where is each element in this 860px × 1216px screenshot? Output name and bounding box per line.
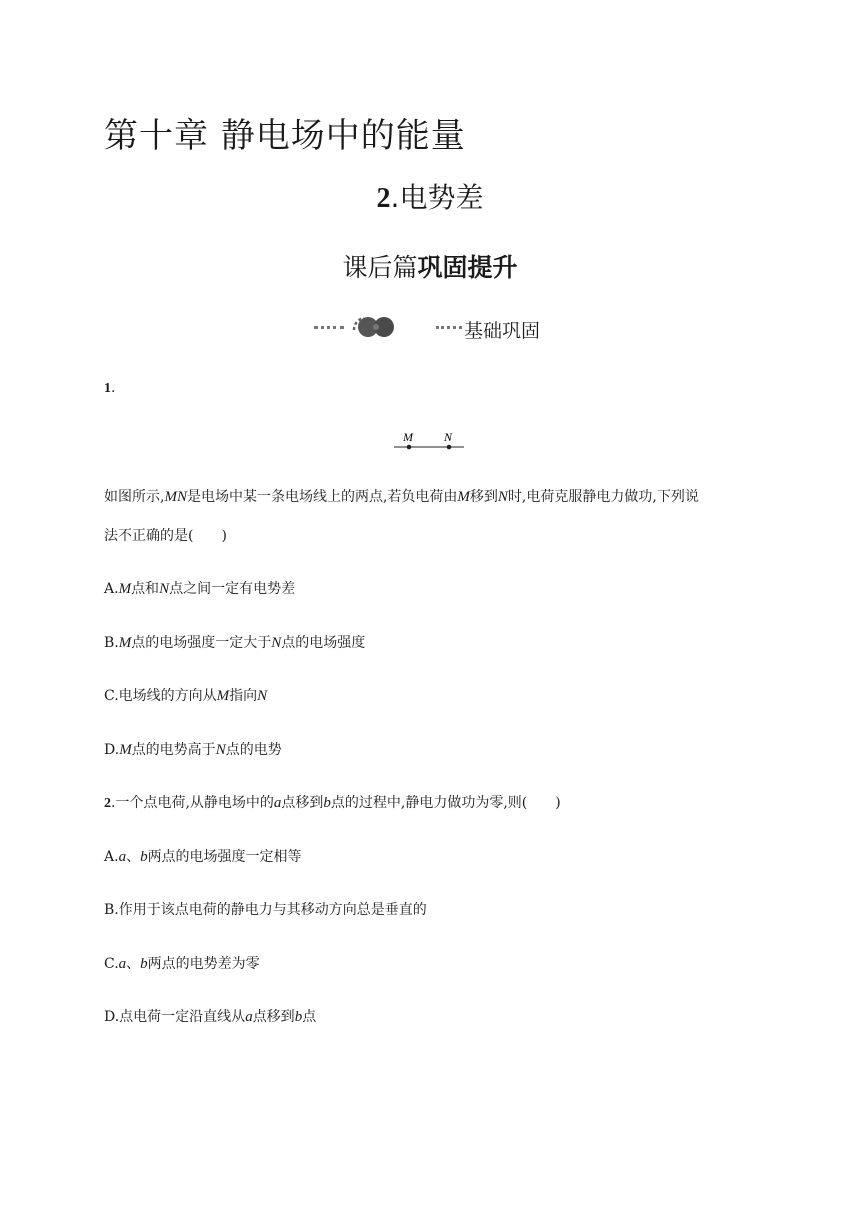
q2-stem-text: .一个点电荷,从静电场中的 xyxy=(111,795,274,811)
q2-option-c xyxy=(104,953,260,973)
option-var: b xyxy=(294,1009,303,1025)
q1-stem-line2: 法不正确的是( ) xyxy=(104,528,227,544)
section-banner xyxy=(312,312,572,342)
q2-number: 2 xyxy=(104,796,111,811)
chapter-title: 第十章 静电场中的能量 xyxy=(104,116,466,156)
option-text: 指向 xyxy=(229,688,258,704)
q1-number: 1. xyxy=(104,380,116,396)
option-text: 点的电势 xyxy=(225,742,282,758)
option-text: 点 xyxy=(302,1009,317,1025)
q2-option-b: B.作用于该点电荷的静电力与其移动方向总是垂直的 xyxy=(104,902,427,918)
option-text: 点移到 xyxy=(252,1009,295,1025)
subheading-normal: 课后篇 xyxy=(342,253,418,282)
option-text: C.电场线的方向从 xyxy=(104,688,217,704)
q1-stem-text: 是电场中某一条电场线上的两点,若负电荷由 xyxy=(186,489,458,505)
q1-field-line-figure xyxy=(392,430,468,454)
option-text: A. xyxy=(104,849,119,865)
figure-point-m xyxy=(407,445,412,450)
banner-dots-right xyxy=(436,326,462,329)
twin-circle-icon xyxy=(348,312,400,342)
figure-label-n: N xyxy=(444,430,453,444)
subheading xyxy=(0,248,860,284)
q1-stem-var: N xyxy=(497,489,508,505)
option-var: a xyxy=(245,1009,253,1025)
option-text: 、 xyxy=(126,956,141,972)
q1-stem-text: 移到 xyxy=(469,489,498,505)
q1-stem-line1 xyxy=(104,486,699,506)
option-text: C. xyxy=(104,956,119,972)
q2-stem-text: 点的过程中,静电力做功为零,则( ) xyxy=(330,795,561,811)
option-text: 点的电场强度一定大于 xyxy=(131,635,272,651)
figure-point-n xyxy=(447,445,452,450)
q2-option-a xyxy=(104,846,302,866)
option-var: N xyxy=(159,581,170,597)
subheading-bold: 巩固提升 xyxy=(417,253,518,282)
option-var: N xyxy=(215,742,226,758)
q1-option-a xyxy=(104,578,295,598)
q1-option-d xyxy=(104,739,282,759)
option-var: N xyxy=(271,635,282,651)
option-text: 两点的电势差为零 xyxy=(147,956,260,972)
section-name: 电势差 xyxy=(399,181,484,214)
option-text: 、 xyxy=(126,849,141,865)
option-var: M xyxy=(119,742,132,758)
figure-label-m: M xyxy=(403,430,413,444)
option-var: a xyxy=(118,956,127,972)
option-var: b xyxy=(140,849,148,865)
q2-stem xyxy=(104,792,561,812)
q1-option-b xyxy=(104,632,365,652)
option-text: 点的电场强度 xyxy=(281,635,366,651)
q1-option-c xyxy=(104,685,267,705)
q2-option-d xyxy=(104,1006,316,1026)
q2-stem-var: a xyxy=(273,795,282,811)
option-text: D. xyxy=(104,742,120,758)
option-text: A. xyxy=(104,581,119,597)
q1-stem-text: 如图所示, xyxy=(104,489,165,505)
q1-number-text: 1 xyxy=(104,381,111,396)
option-text: D.点电荷一定沿直线从 xyxy=(104,1009,246,1025)
option-text: 点的电势高于 xyxy=(131,742,216,758)
banner-label: 基础巩固 xyxy=(464,320,541,342)
option-var: M xyxy=(216,688,230,704)
q1-stem-var: MN xyxy=(164,489,187,505)
q1-stem-var: M xyxy=(457,489,470,505)
option-text: B. xyxy=(104,635,119,651)
option-text: 点和 xyxy=(131,581,160,597)
q2-stem-var: b xyxy=(323,795,331,811)
section-title xyxy=(0,176,860,216)
option-var: b xyxy=(140,956,148,972)
section-number: 2 xyxy=(376,183,391,214)
banner-dots-left xyxy=(314,326,344,329)
option-var: M xyxy=(118,581,132,597)
option-var: M xyxy=(118,635,132,651)
option-text: 两点的电场强度一定相等 xyxy=(147,849,302,865)
option-var: N xyxy=(257,688,268,704)
q2-stem-text: 点移到 xyxy=(281,795,324,811)
q1-stem-text: 时,电荷克服静电力做功,下列说 xyxy=(507,489,699,505)
section-dot: . xyxy=(390,181,400,214)
option-var: a xyxy=(118,849,127,865)
option-text: 点之间一定有电势差 xyxy=(169,581,296,597)
